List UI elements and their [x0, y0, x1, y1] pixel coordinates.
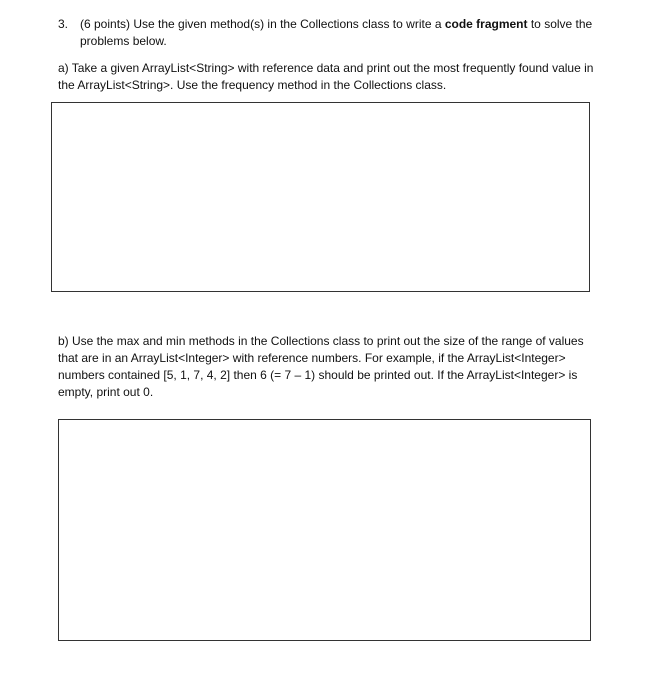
part-b-answer-box[interactable]	[58, 419, 591, 641]
question-emphasis: code fragment	[444, 17, 528, 31]
part-a-answer-box[interactable]	[51, 102, 590, 292]
part-a-prompt: a) Take a given ArrayList<String> with reference data and print out the most frequently found value in the ArrayList<String>. Use the frequency method in the Collections class.	[58, 61, 594, 92]
question-number: 3.	[58, 17, 69, 31]
question-points-text: (6 points) Use the given method(s) in the Collections class to write a	[80, 17, 445, 31]
question-prompt	[80, 16, 610, 50]
part-b-prompt: b) Use the max and min methods in the Collections class to print out the size of the range of values that are in an ArrayList<Integer> with reference numbers. For example, if the ArrayList<Integer> numbers contained [5, 1, 7, 4, 2] then 6 (= 7 – 1) should be printed out. If the ArrayList<Integer> is empty, print out 0.	[58, 334, 584, 399]
question-rest-text: to solve the problems below.	[80, 17, 593, 48]
